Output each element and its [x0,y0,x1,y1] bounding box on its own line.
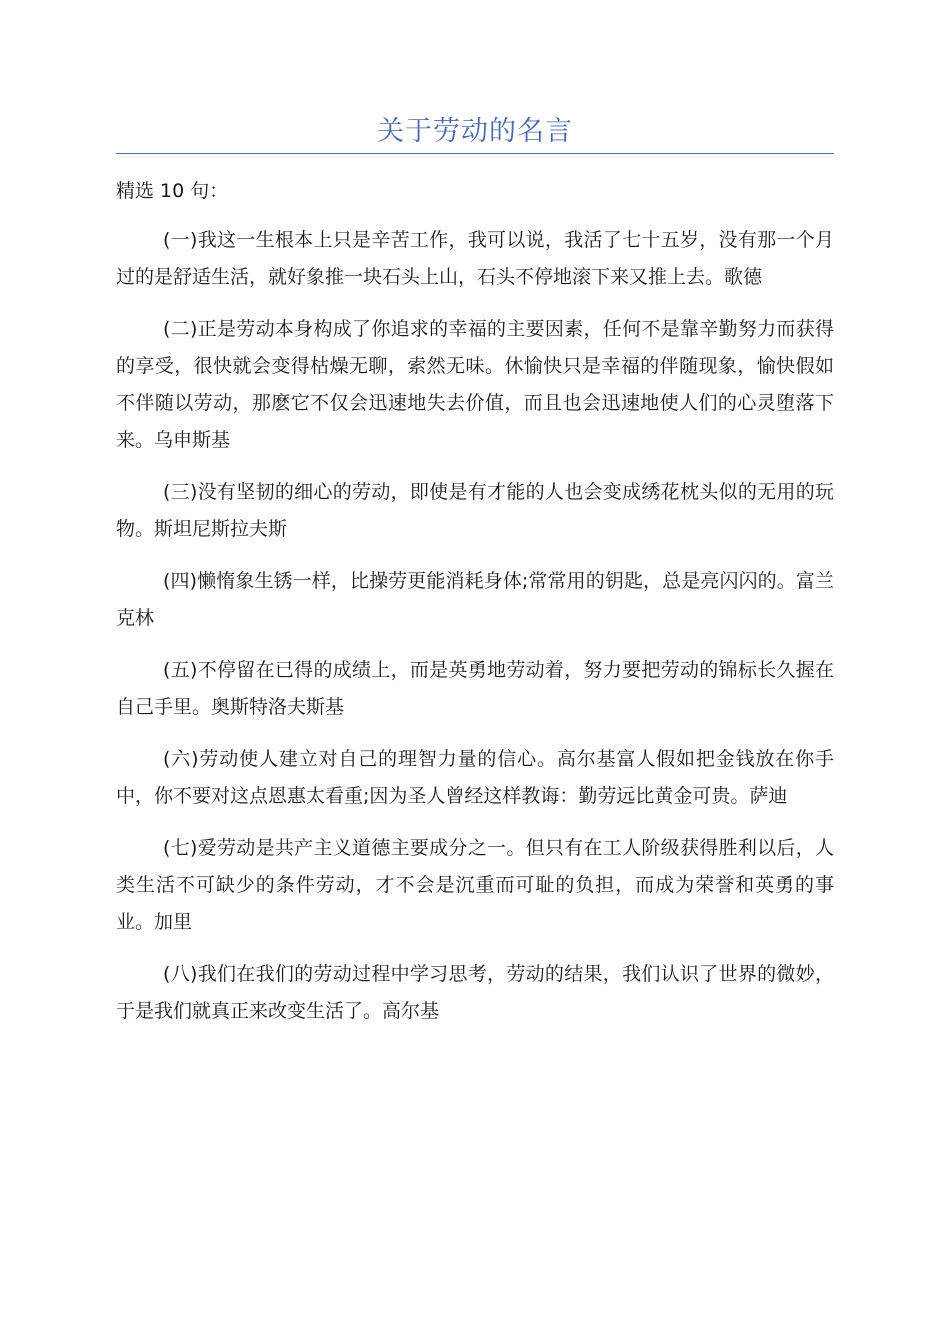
quote-paragraph: (二)正是劳动本身构成了你追求的幸福的主要因素，任何不是靠辛勤努力而获得的享受，很快就会变得枯燥无聊，索然无味。休愉快只是幸福的伴随现象，愉快假如不伴随以劳动，那麽它不仅会迅速地失去价值，而且也会迅速地使人们的心灵堕落下来。乌申斯基 [116,318,834,451]
document-page [116,0,834,1045]
quote-paragraph: (八)我们在我们的劳动过程中学习思考，劳动的结果，我们认识了世界的微妙，于是我们就真正来改变生活了。高尔基 [116,963,834,1022]
quote-paragraph: (六)劳动使人建立对自己的理智力量的信心。高尔基富人假如把金钱放在你手中，你不要对这点恩惠太看重;因为圣人曾经这样教诲：勤劳远比黄金可贵。萨迪 [116,748,834,807]
quote-paragraph: (七)爱劳动是共产主义道德主要成分之一。但只有在工人阶级获得胜利以后，人类生活不可缺少的条件劳动，才不会是沉重而可耻的负担，而成为荣誉和英勇的事业。加里 [116,837,834,933]
quote-paragraph: (五)不停留在已得的成绩上，而是英勇地劳动着，努力要把劳动的锦标长久握在自己手里。奥斯特洛夫斯基 [116,659,834,718]
quote-list [116,222,834,1030]
intro-text: 精选 10 句： [116,180,229,202]
quote-paragraph: (三)没有坚韧的细心的劳动，即使是有才能的人也会变成绣花枕头似的无用的玩物。斯坦尼斯拉夫斯 [116,481,834,540]
document-title: 关于劳动的名言 [377,116,573,147]
quote-paragraph: (四)懒惰象生锈一样，比操劳更能消耗身体;常常用的钥匙，总是亮闪闪的。富兰克林 [116,570,834,629]
title-underline [116,153,834,154]
quote-paragraph: (一)我这一生根本上只是辛苦工作，我可以说，我活了七十五岁，没有那一个月过的是舒适生活，就好象推一块石头上山，石头不停地滚下来又推上去。歌德 [116,229,834,288]
